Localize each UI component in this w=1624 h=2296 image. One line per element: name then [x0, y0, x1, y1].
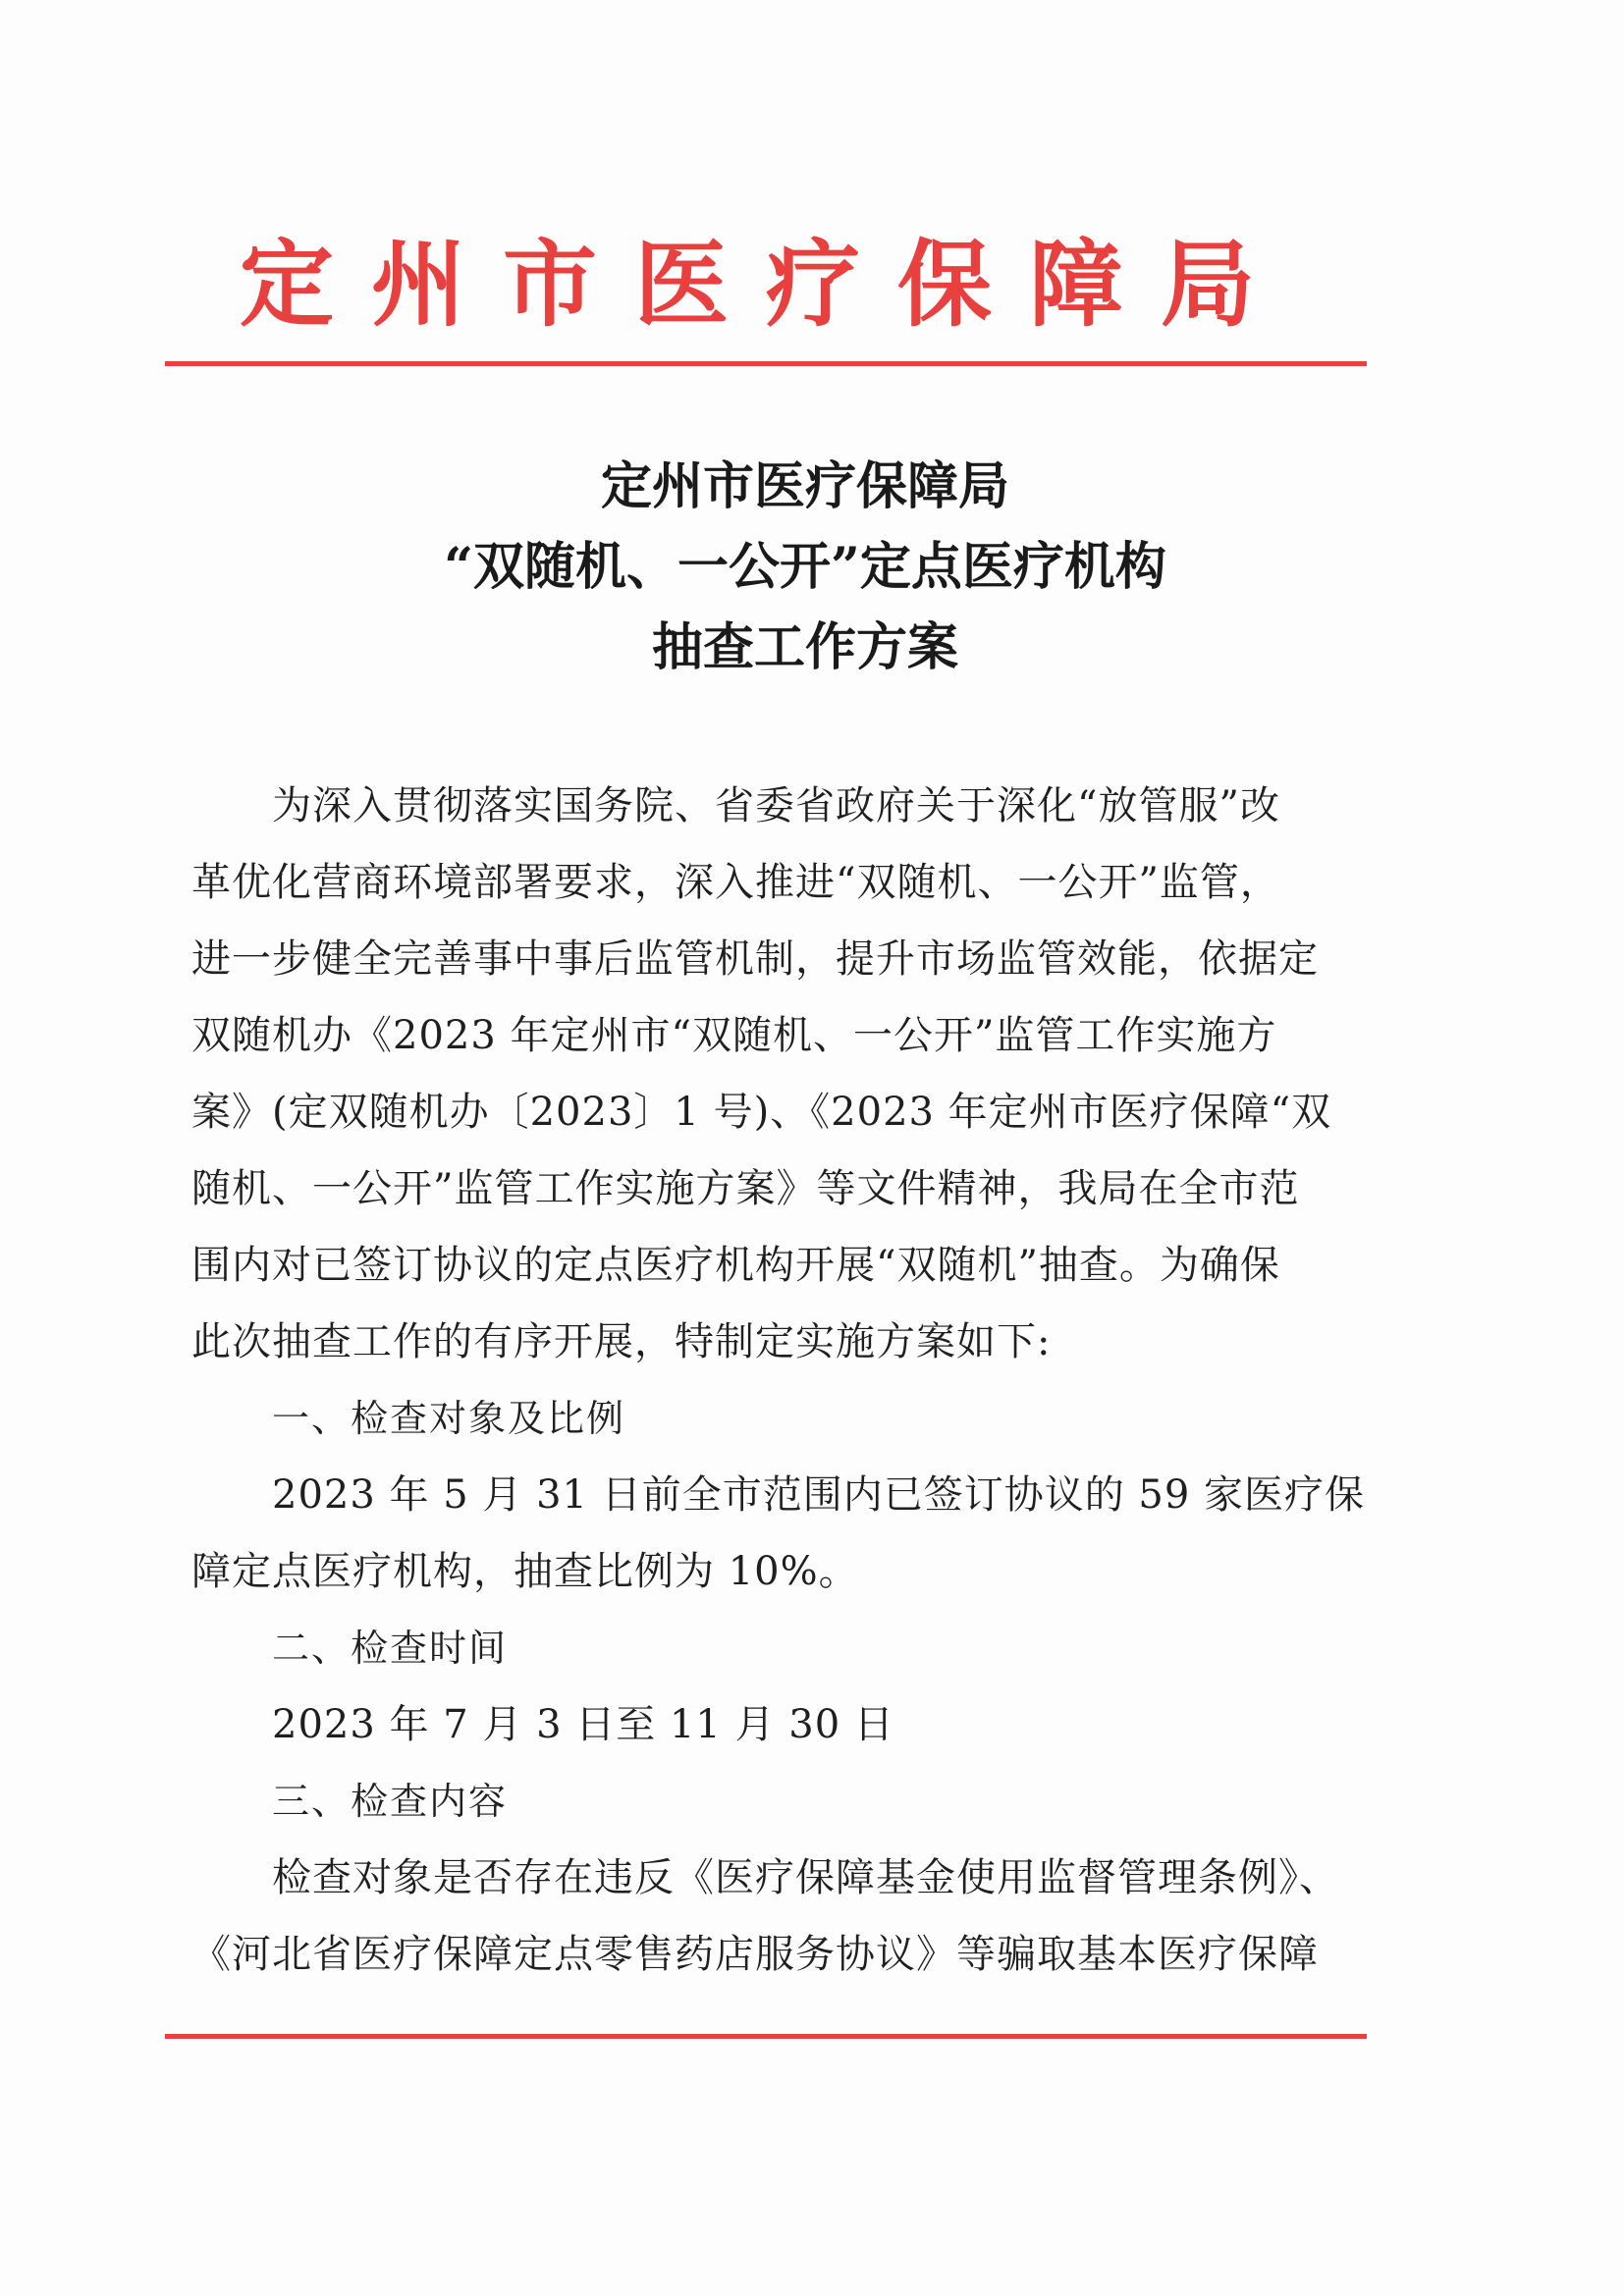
- section-heading-content: 三、检查内容: [272, 1780, 509, 1823]
- title-line-3: 抽查工作方案: [651, 617, 958, 677]
- section-heading-objects: 一、检查对象及比例: [272, 1397, 626, 1440]
- intro-line: 进一步健全完善事中事后监管机制，提升市场监管效能，依据定: [191, 936, 1319, 982]
- section-line: 2023 年 5 月 31 日前全市范围内已签订协议的 59 家医疗保: [272, 1472, 1366, 1518]
- title-line-2: “双随机、一公开”定点医疗机构: [444, 537, 1166, 597]
- intro-line: 双随机办《2023 年定州市“双随机、一公开”监管工作实施方: [191, 1013, 1277, 1058]
- section-line: 检查对象是否存在违反《医疗保障基金使用监督管理条例》、: [272, 1855, 1339, 1900]
- section-line: 《河北省医疗保障定点零售药店服务协议》等骗取基本医疗保障: [191, 1932, 1319, 1977]
- letterhead-agency-name: 定州市医疗保障局: [240, 229, 1292, 340]
- intro-line: 围内对已签订协议的定点医疗机构开展“双随机”抽查。为确保: [191, 1243, 1280, 1288]
- intro-line: 此次抽查工作的有序开展，特制定实施方案如下:: [191, 1319, 1052, 1364]
- section-line: 障定点医疗机构，抽查比例为 10%。: [191, 1549, 859, 1594]
- letterhead-red-rule: [165, 361, 1367, 366]
- section-line: 2023 年 7 月 3 日至 11 月 30 日: [272, 1702, 894, 1747]
- section-heading-time: 二、检查时间: [272, 1627, 509, 1670]
- title-line-1: 定州市医疗保障局: [600, 456, 1009, 516]
- document-title: [157, 447, 1453, 688]
- document-body: [191, 768, 1384, 1993]
- intro-line: 案》(定双随机办〔2023〕1 号)、《2023 年定州市医疗保障“双: [191, 1090, 1332, 1135]
- intro-line: 随机、一公开”监管工作实施方案》等文件精神，我局在全市范: [191, 1166, 1300, 1211]
- footer-red-rule: [165, 2034, 1367, 2039]
- intro-line: 为深入贯彻落实国务院、省委省政府关于深化“放管服”改: [272, 783, 1280, 828]
- intro-line: 革优化营商环境部署要求，深入推进“双随机、一公开”监管，: [191, 860, 1280, 905]
